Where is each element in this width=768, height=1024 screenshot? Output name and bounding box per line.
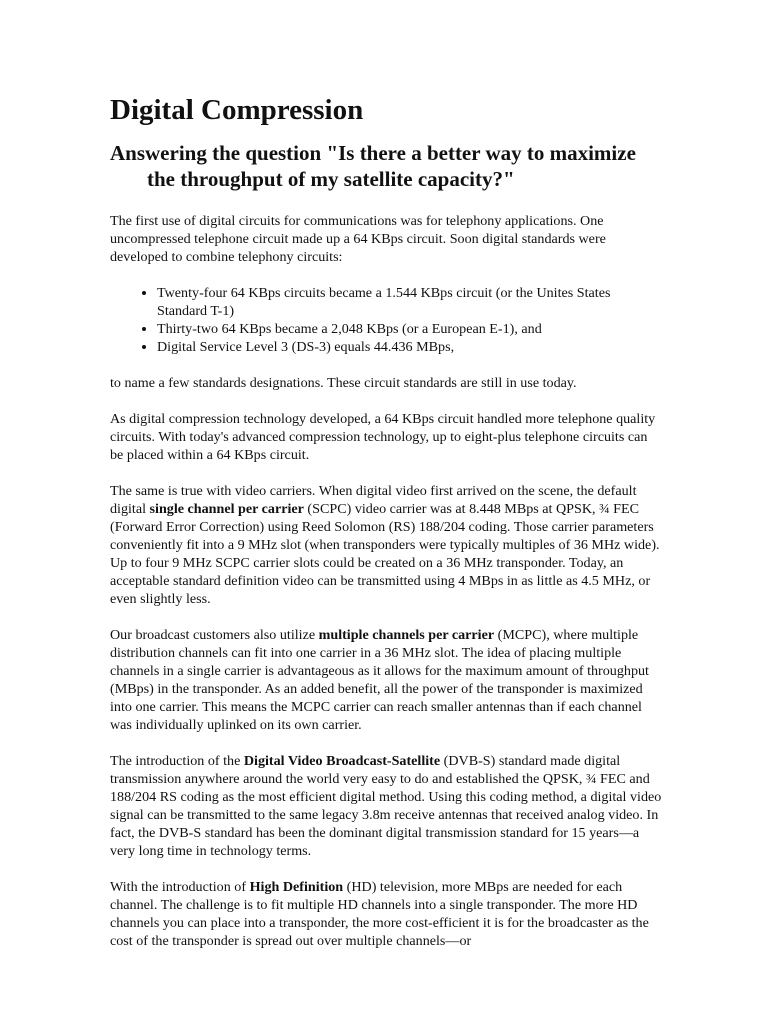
- text-run: (SCPC) video carrier was at 8.448 MBps at QPSK, ¾ FEC (Forward Error Correction) using Reed Solomon (RS) 188/204 coding. Those carrier parameters conveniently fit into a 9 MHz slot (when transponders were typically multiples of 36 MHz wide). Up to four 9 MHz SCPC carrier slots could be created on a 36 MHz transponder. Today, an acceptable standard definition video can be transmitted using 4 MBps in as little as 4.5 MHz, or even slightly less.: [110, 501, 660, 607]
- paragraph-intro: The first use of digital circuits for communications was for telephony applications. One uncompressed telephone circuit made up a 64 KBps circuit. Soon digital standards were developed to combine telephony circuits:: [110, 213, 606, 265]
- paragraph-compression: As digital compression technology developed, a 64 KBps circuit handled more telephone quality circuits. With today's advanced compression technology, up to eight-plus telephone circuits can be placed within a 64 KBps circuit.: [110, 411, 656, 463]
- standards-list: [110, 284, 662, 356]
- bold-term: single channel per carrier: [149, 501, 304, 517]
- bold-term: multiple channels per carrier: [318, 627, 495, 643]
- paragraph-hd: [110, 878, 662, 950]
- paragraph-mcpc: [110, 626, 662, 734]
- text-run: Our broadcast customers also utilize: [110, 627, 319, 643]
- page-title: Digital Compression: [110, 94, 364, 126]
- list-item: • Twenty-four 64 KBps circuits became a 1.544 KBps circuit (or the Unites States Standard T-1): [157, 284, 662, 320]
- text-run: The introduction of the: [110, 753, 244, 769]
- bold-term: High Definition: [249, 879, 344, 895]
- list-item: • Digital Service Level 3 (DS-3) equals 44.436 MBps,: [157, 338, 662, 356]
- list-item: • Thirty-two 64 KBps became a 2,048 KBps (or a European E-1), and: [157, 320, 662, 338]
- text-run: The same is true with video carriers. When digital video first arrived on the scene, the default digital: [110, 483, 637, 517]
- document-body: [110, 92, 662, 968]
- paragraph-dvbs: [110, 752, 662, 860]
- text-run: (MCPC), where multiple distribution channels can fit into one carrier in a 36 MHz slot. The idea of placing multiple channels in a single carrier is advantageous as it allows for the maximum amount of throughput (MBps) in the transponder. As an added benefit, all the power of the transponder is maximized into one carrier. This means the MCPC carrier can reach smaller antennas than if each channel was individually uplinked on its own carrier.: [110, 627, 649, 733]
- text-run: (HD) television, more MBps are needed for each channel. The challenge is to fit multiple HD channels into a single transponder. The more HD channels you can place into a transponder, the more cost-efficient it is for the broadcaster as the cost of the transponder is spread out over multiple channels—or: [110, 879, 649, 949]
- text-run: With the introduction of: [110, 879, 250, 895]
- text-run: (DVB-S) standard made digital transmission anywhere around the world very easy to do and established the QPSK, ¾ FEC and 188/204 RS coding as the most efficient digital method. Using this coding method, a digital video signal can be transmitted to the same legacy 3.8m receive antennas that received analog video. In fact, the DVB-S standard has been the dominant digital transmission standard for 15 years—a very long time in technology terms.: [110, 753, 662, 859]
- paragraph-scpc: [110, 482, 662, 608]
- bold-term: Digital Video Broadcast-Satellite: [243, 753, 441, 769]
- page-subtitle: Answering the question "Is there a better way to maximize the throughput of my satellite capacity?": [110, 141, 636, 191]
- paragraph-standards-note: to name a few standards designations. These circuit standards are still in use today.: [110, 375, 577, 391]
